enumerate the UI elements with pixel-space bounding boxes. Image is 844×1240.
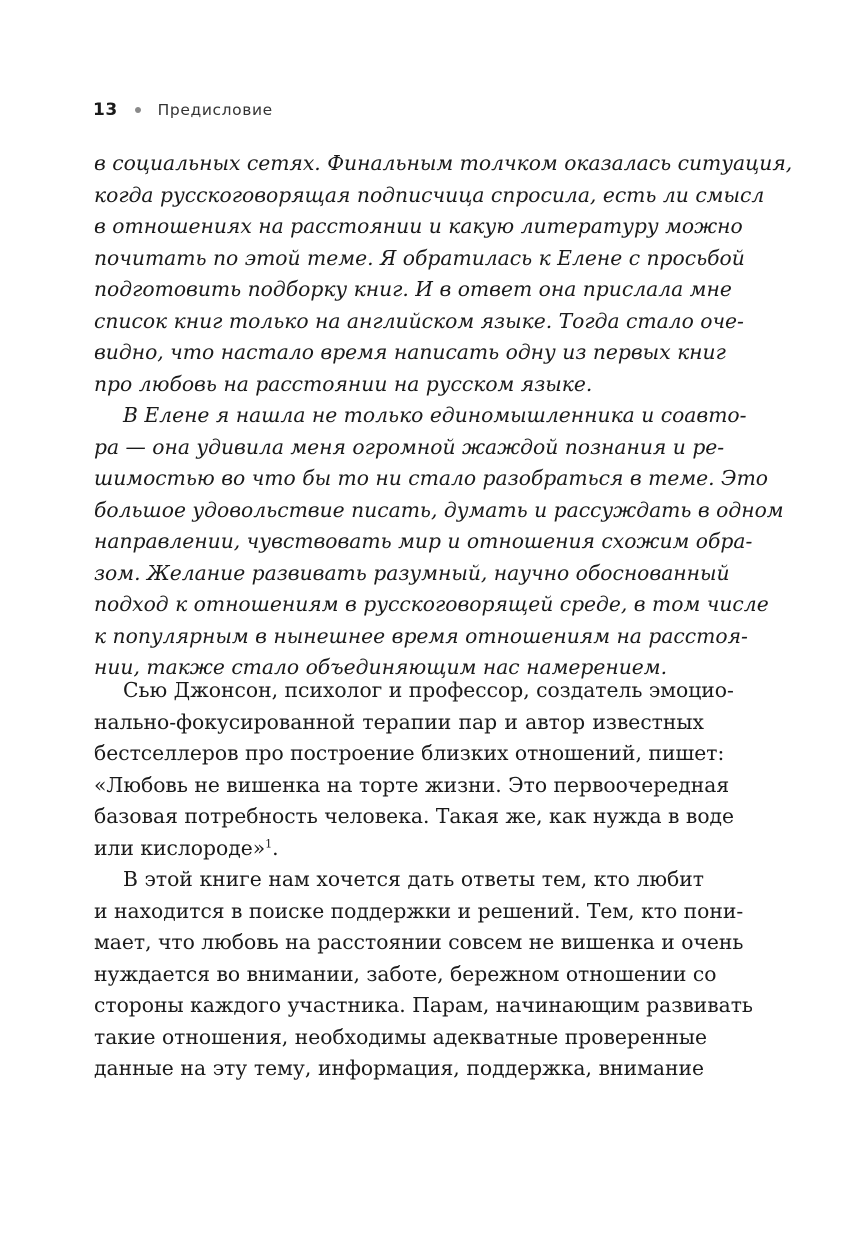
text-line: зом. Желание развивать разумный, научно обоснованный [94,560,730,585]
text-line: В Елене я нашла не только единомышленника и соавто- [123,403,747,427]
section-title: Предисловие [157,101,273,119]
text-line: Сью Джонсон, психолог и профессор, создатель эмоцио- [123,678,734,702]
text-line: базовая потребность человека. Такая же, как нужда в воде [94,804,735,828]
text-line: мает, что любовь на расстоянии совсем не вишенка и очень [94,930,744,954]
text-line: стороны каждого участника. Парам, начинающим развивать [94,993,753,1017]
text-line: «Любовь не вишенка на торте жизни. Это первоочередная [94,772,730,797]
paragraph [94,864,753,1085]
text-line: данные на эту тему, информация, поддержка, внимание [94,1056,704,1080]
text-fragment: или кислороде» [94,835,266,860]
text-line: нии, также стало объединяющим нас намерением. [94,655,668,679]
text-line: нально-фокусированной терапии пар и автор известных [94,709,704,734]
running-head [93,98,273,122]
text-line: в отношениях на расстоянии и какую литературу можно [94,214,743,238]
text-line: нуждается во внимании, заботе, бережном отношении со [94,961,717,986]
paragraph [94,675,735,864]
text-line: в социальных сетях. Финальным толчком оказалась ситуация, [94,151,793,175]
paragraph [94,400,784,684]
text-line: ра — она удивила меня огромной жаждой познания и ре- [94,434,725,459]
text-line: почитать по этой теме. Я обратилась к Елене с просьбой [94,245,745,270]
text-line: список книг только на английском языке. Тогда стало оче- [94,308,744,333]
text-line: шимостью во что бы то ни стало разобраться в теме. Это [94,466,769,490]
text-line: когда русскоговорящая подписчица спросила, есть ли смысл [94,182,765,207]
text-line: бестселлеров про построение близких отношений, пишет: [94,741,725,765]
text-line: про любовь на расстоянии на русском языке. [94,371,593,396]
text-line: и находится в поиске поддержки и решений. Тем, кто пони- [94,898,744,923]
footnote-mark: 1 [265,836,273,850]
text-line: видно, что настало время написать одну из первых книг [94,340,726,364]
italic-text-block [94,148,793,684]
text-fragment: . [272,835,279,860]
page-number: 13 [93,100,118,120]
roman-text-block [94,675,753,1085]
text-line: подход к отношениям в русскоговорящей среде, в том числе [94,592,769,616]
bullet-separator [135,107,141,113]
text-line-with-footnote [94,833,704,865]
text-line: такие отношения, необходимы адекватные проверенные [94,1024,708,1049]
text-line: направлении, чувствовать мир и отношения схожим обра- [94,529,753,553]
text-line: к популярным в нынешнее время отношениям на расстоя- [94,623,748,648]
paragraph [94,148,793,400]
text-line: большое удовольствие писать, думать и рассуждать в одном [94,497,784,522]
text-line: В этой книге нам хочется дать ответы тем, кто любит [123,867,704,891]
text-line: подготовить подборку книг. И в ответ она прислала мне [94,277,732,301]
